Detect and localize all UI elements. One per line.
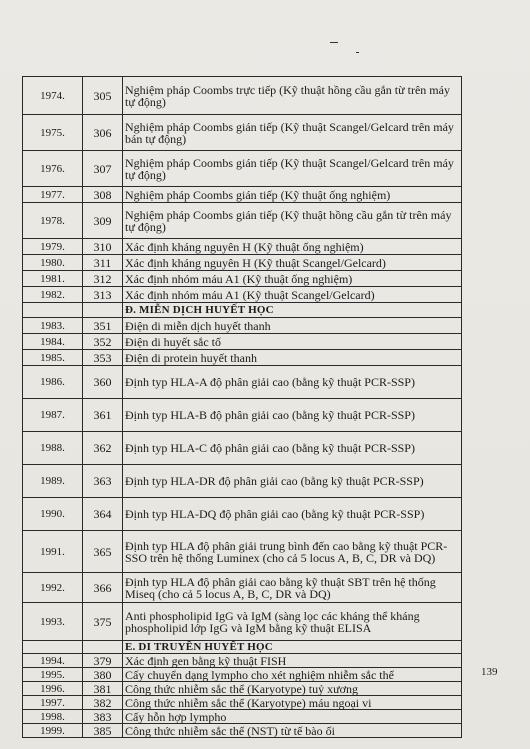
row-stt: 1998.	[23, 710, 83, 724]
row-code: 360	[83, 366, 123, 399]
row-stt: 1992.	[23, 573, 83, 603]
row-stt: 1975.	[23, 115, 83, 151]
row-code: 362	[83, 432, 123, 465]
row-name: Định typ HLA-DR độ phân giải cao (bằng kỹ thuật PCR-SSP)	[123, 465, 462, 498]
row-stt: 1980.	[23, 255, 83, 271]
row-code: 366	[83, 573, 123, 603]
row-name: Cấy chuyển dạng lympho cho xét nghiệm nhiễm sắc thể	[123, 668, 462, 682]
table-row	[23, 77, 462, 115]
row-code: 382	[83, 696, 123, 710]
row-stt: 1983.	[23, 318, 83, 334]
table-row	[23, 350, 462, 366]
row-code: 311	[83, 255, 123, 271]
row-stt: 1988.	[23, 432, 83, 465]
row-name: Xác định nhóm máu A1 (Kỹ thuật ống nghiệm)	[123, 271, 462, 287]
table-row	[23, 318, 462, 334]
row-code: 352	[83, 334, 123, 350]
row-stt: 1991.	[23, 531, 83, 573]
table-row	[23, 668, 462, 682]
row-code: 361	[83, 399, 123, 432]
row-name: Xác định nhóm máu A1 (Kỹ thuật Scangel/Gelcard)	[123, 287, 462, 303]
row-name: Định typ HLA độ phân giải cao bằng kỹ thuật SBT trên hệ thống Miseq (cho cả 5 locus A, B, C, DR và DQ)	[123, 573, 462, 603]
section-row	[23, 641, 462, 654]
table-row	[23, 654, 462, 668]
row-stt: 1979.	[23, 239, 83, 255]
section-heading: E. DI TRUYỀN HUYẾT HỌC	[123, 641, 462, 654]
row-name: Xác định kháng nguyên H (Kỹ thuật ống nghiệm)	[123, 239, 462, 255]
table-row	[23, 334, 462, 350]
row-name: Định typ HLA-DQ độ phân giải cao (bằng kỹ thuật PCR-SSP)	[123, 498, 462, 531]
table-row	[23, 287, 462, 303]
table-row	[23, 271, 462, 287]
row-name: Nghiệm pháp Coombs gián tiếp (Kỹ thuật Scangel/Gelcard trên máy bán tự động)	[123, 115, 462, 151]
row-name: Nghiệm pháp Coombs gián tiếp (Kỹ thuật ống nghiệm)	[123, 187, 462, 203]
row-stt: 1982.	[23, 287, 83, 303]
row-stt: 1994.	[23, 654, 83, 668]
table-row	[23, 432, 462, 465]
row-name: Công thức nhiễm sắc thể (Karyotype) máu ngoại vi	[123, 696, 462, 710]
row-code: 383	[83, 710, 123, 724]
row-code: 312	[83, 271, 123, 287]
row-stt: 1990.	[23, 498, 83, 531]
table-row	[23, 682, 462, 696]
row-code: 365	[83, 531, 123, 573]
table-row	[23, 696, 462, 710]
row-stt: 1976.	[23, 151, 83, 187]
row-code: 307	[83, 151, 123, 187]
section-heading: Đ. MIỄN DỊCH HUYẾT HỌC	[123, 303, 462, 318]
table-row	[23, 187, 462, 203]
row-name: Anti phospholipid IgG và IgM (sàng lọc các kháng thể kháng phospholipid lớp IgG và IgM bằng kỹ thuật ELISA	[123, 603, 462, 641]
row-name: Điện di miễn dịch huyết thanh	[123, 318, 462, 334]
table-row	[23, 498, 462, 531]
table-row	[23, 399, 462, 432]
table-row	[23, 255, 462, 271]
row-stt: 1981.	[23, 271, 83, 287]
row-stt: 1974.	[23, 77, 83, 115]
row-name: Định typ HLA độ phân giải trung bình đến cao bằng kỹ thuật PCR-SSO trên hệ thống Luminex (cho cả 5 locus A, B, C, DR và DQ)	[123, 531, 462, 573]
procedure-table	[22, 76, 462, 738]
table-row	[23, 573, 462, 603]
row-stt: 1993.	[23, 603, 83, 641]
scan-mark	[330, 42, 338, 43]
table-row	[23, 465, 462, 498]
table-row	[23, 724, 462, 738]
row-code: 380	[83, 668, 123, 682]
table-row	[23, 531, 462, 573]
row-name: Công thức nhiễm sắc thể (NST) từ tế bào ối	[123, 724, 462, 738]
row-stt: 1989.	[23, 465, 83, 498]
table-row	[23, 203, 462, 239]
row-code: 351	[83, 318, 123, 334]
row-code: 306	[83, 115, 123, 151]
table-row	[23, 710, 462, 724]
row-stt: 1996.	[23, 682, 83, 696]
row-stt: 1987.	[23, 399, 83, 432]
scan-mark	[356, 52, 359, 53]
table-row	[23, 366, 462, 399]
row-name: Công thức nhiễm sắc thể (Karyotype) tuỷ xương	[123, 682, 462, 696]
row-code: 308	[83, 187, 123, 203]
row-stt: 1986.	[23, 366, 83, 399]
row-name: Cấy hỗn hợp lympho	[123, 710, 462, 724]
table-row	[23, 239, 462, 255]
row-name: Định typ HLA-B độ phân giải cao (bằng kỹ thuật PCR-SSP)	[123, 399, 462, 432]
row-name: Nghiệm pháp Coombs gián tiếp (Kỹ thuật Scangel/Gelcard trên máy tự động)	[123, 151, 462, 187]
row-stt: 1977.	[23, 187, 83, 203]
row-stt: 1999.	[23, 724, 83, 738]
row-name: Định typ HLA-C độ phân giải cao (bằng kỹ thuật PCR-SSP)	[123, 432, 462, 465]
table-row	[23, 115, 462, 151]
table-row	[23, 151, 462, 187]
row-stt: 1978.	[23, 203, 83, 239]
row-stt: 1985.	[23, 350, 83, 366]
row-name: Xác định kháng nguyên H (Kỹ thuật Scangel/Gelcard)	[123, 255, 462, 271]
row-stt: 1997.	[23, 696, 83, 710]
page-number: 139	[481, 666, 498, 678]
row-code: 385	[83, 724, 123, 738]
row-stt: 1995.	[23, 668, 83, 682]
row-code: 364	[83, 498, 123, 531]
row-name: Xác định gen bằng kỹ thuật FISH	[123, 654, 462, 668]
section-row	[23, 303, 462, 318]
row-name: Định typ HLA-A độ phân giải cao (bằng kỹ thuật PCR-SSP)	[123, 366, 462, 399]
row-name: Điện di huyết sắc tố	[123, 334, 462, 350]
row-name: Điện di protein huyết thanh	[123, 350, 462, 366]
row-code: 313	[83, 287, 123, 303]
table-row	[23, 603, 462, 641]
row-stt: 1984.	[23, 334, 83, 350]
row-code: 381	[83, 682, 123, 696]
row-code: 363	[83, 465, 123, 498]
row-code: 309	[83, 203, 123, 239]
row-code: 353	[83, 350, 123, 366]
row-name: Nghiệm pháp Coombs trực tiếp (Kỹ thuật hồng cầu gắn từ trên máy tự động)	[123, 77, 462, 115]
row-code: 379	[83, 654, 123, 668]
row-name: Nghiệm pháp Coombs gián tiếp (Kỹ thuật hồng cầu gắn từ trên máy tự động)	[123, 203, 462, 239]
row-code: 375	[83, 603, 123, 641]
row-code: 305	[83, 77, 123, 115]
row-code: 310	[83, 239, 123, 255]
